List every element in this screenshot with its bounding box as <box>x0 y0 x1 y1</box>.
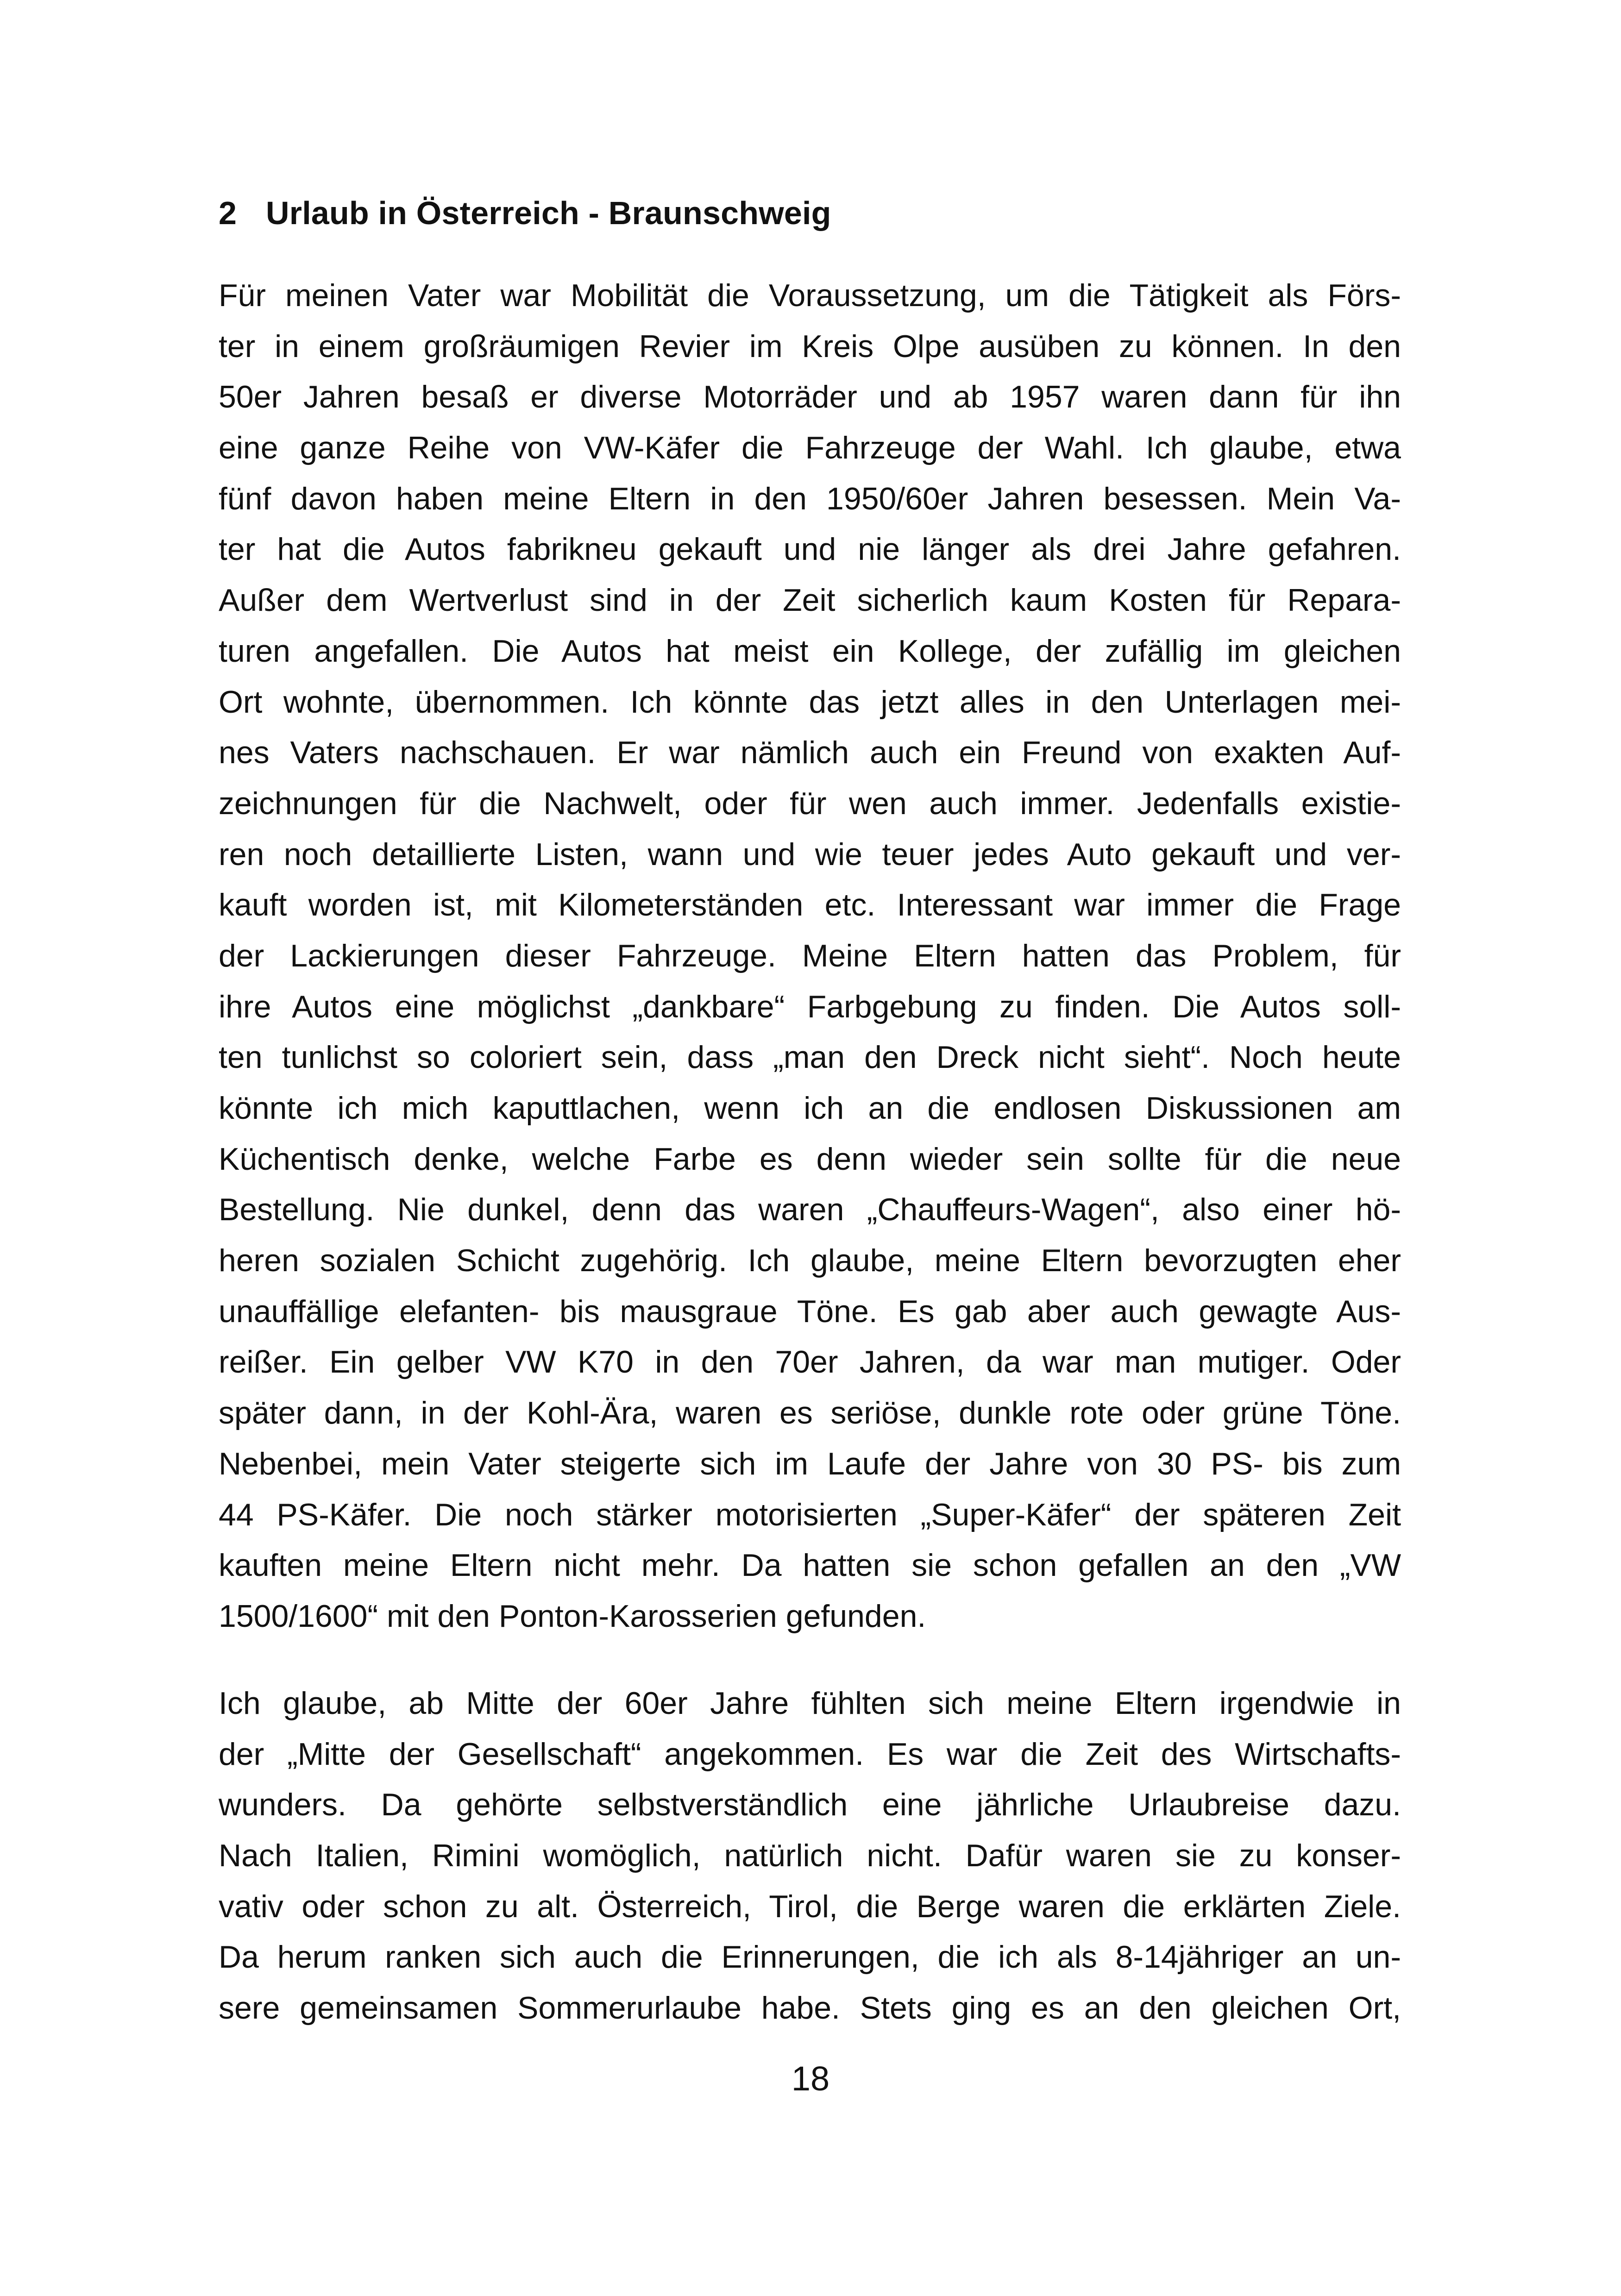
text-line: Nebenbei, mein Vater steigerte sich im Laufe der Jahre von 30 PS- bis zum <box>219 1446 1401 1481</box>
text-line: fünf davon haben meine Eltern in den 1950/60er Jahren besessen. Mein Va- <box>219 481 1401 516</box>
text-line: 50er Jahren besaß er diverse Motorräder und ab 1957 waren dann für ihn <box>219 379 1401 415</box>
text-line: könnte ich mich kaputtlachen, wenn ich an die endlosen Diskussionen am <box>219 1091 1401 1126</box>
text-line: Bestellung. Nie dunkel, denn das waren „Chauffeurs-Wagen“, also einer hö- <box>219 1192 1401 1228</box>
text-line: Für meinen Vater war Mobilität die Voraussetzung, um die Tätigkeit als Förs- <box>219 278 1401 313</box>
text-line: Nach Italien, Rimini womöglich, natürlich nicht. Dafür waren sie zu konser- <box>219 1838 1401 1874</box>
body-paragraph <box>219 1678 1401 2034</box>
text-line: eine ganze Reihe von VW-Käfer die Fahrzeuge der Wahl. Ich glaube, etwa <box>219 430 1401 466</box>
text-line: kauften meine Eltern nicht mehr. Da hatten sie schon gefallen an den „VW <box>219 1548 1401 1583</box>
text-line: ren noch detaillierte Listen, wann und wie teuer jedes Auto gekauft und ver- <box>219 836 1401 872</box>
text-line: ten tunlichst so coloriert sein, dass „man den Dreck nicht sieht“. Noch heute <box>219 1040 1401 1075</box>
body-paragraph <box>219 270 1401 1642</box>
text-line: wunders. Da gehörte selbstverständlich eine jährliche Urlaubreise dazu. <box>219 1787 1401 1823</box>
text-line: turen angefallen. Die Autos hat meist ein Kollege, der zufällig im gleichen <box>219 633 1401 669</box>
text-line: vativ oder schon zu alt. Österreich, Tirol, die Berge waren die erklärten Ziele. <box>219 1888 1401 1924</box>
text-line: 44 PS-Käfer. Die noch stärker motorisierten „Super-Käfer“ der späteren Zeit <box>219 1497 1401 1532</box>
text-line: reißer. Ein gelber VW K70 in den 70er Jahren, da war man mutiger. Oder <box>219 1344 1401 1380</box>
text-line: ter hat die Autos fabrikneu gekauft und nie länger als drei Jahre gefahren. <box>219 532 1401 567</box>
chapter-title: Urlaub in Österreich - Braunschweig <box>266 195 831 231</box>
text-line: später dann, in der Kohl-Ära, waren es seriöse, dunkle rote oder grüne Töne. <box>219 1395 1401 1431</box>
text-line: zeichnungen für die Nachwelt, oder für wen auch immer. Jedenfalls existie- <box>219 785 1401 821</box>
text-line: ihre Autos eine möglichst „dankbare“ Farbgebung zu finden. Die Autos soll- <box>219 989 1401 1024</box>
text-line: 1500/1600“ mit den Ponton-Karosserien gefunden. <box>219 1598 926 1634</box>
text-line: kauft worden ist, mit Kilometerständen etc. Interessant war immer die Frage <box>219 887 1401 923</box>
text-line: Ich glaube, ab Mitte der 60er Jahre fühlten sich meine Eltern irgendwie in <box>219 1686 1401 1721</box>
text-line: ter in einem großräumigen Revier im Kreis Olpe ausüben zu können. In den <box>219 328 1401 364</box>
text-line: Da herum ranken sich auch die Erinnerungen, die ich als 8-14jähriger an un- <box>219 1939 1401 1975</box>
text-line: sere gemeinsamen Sommerurlaube habe. Stets ging es an den gleichen Ort, <box>219 1990 1401 2026</box>
text-line: Außer dem Wertverlust sind in der Zeit sicherlich kaum Kosten für Repara- <box>219 583 1401 618</box>
chapter-number: 2 <box>219 195 237 231</box>
text-line: heren sozialen Schicht zugehörig. Ich glaube, meine Eltern bevorzugten eher <box>219 1243 1401 1279</box>
text-line: unauffällige elefanten- bis mausgraue Töne. Es gab aber auch gewagte Aus- <box>219 1293 1401 1329</box>
text-line: Ort wohnte, übernommen. Ich könnte das jetzt alles in den Unterlagen mei- <box>219 684 1401 720</box>
text-line: der „Mitte der Gesellschaft“ angekommen. Es war die Zeit des Wirtschafts- <box>219 1736 1401 1772</box>
text-line: der Lackierungen dieser Fahrzeuge. Meine Eltern hatten das Problem, für <box>219 938 1401 973</box>
text-line: Küchentisch denke, welche Farbe es denn wieder sein sollte für die neue <box>219 1141 1401 1177</box>
page-number: 18 <box>791 2059 830 2098</box>
chapter-heading <box>219 192 831 234</box>
text-line: nes Vaters nachschauen. Er war nämlich auch ein Freund von exakten Auf- <box>219 735 1401 771</box>
